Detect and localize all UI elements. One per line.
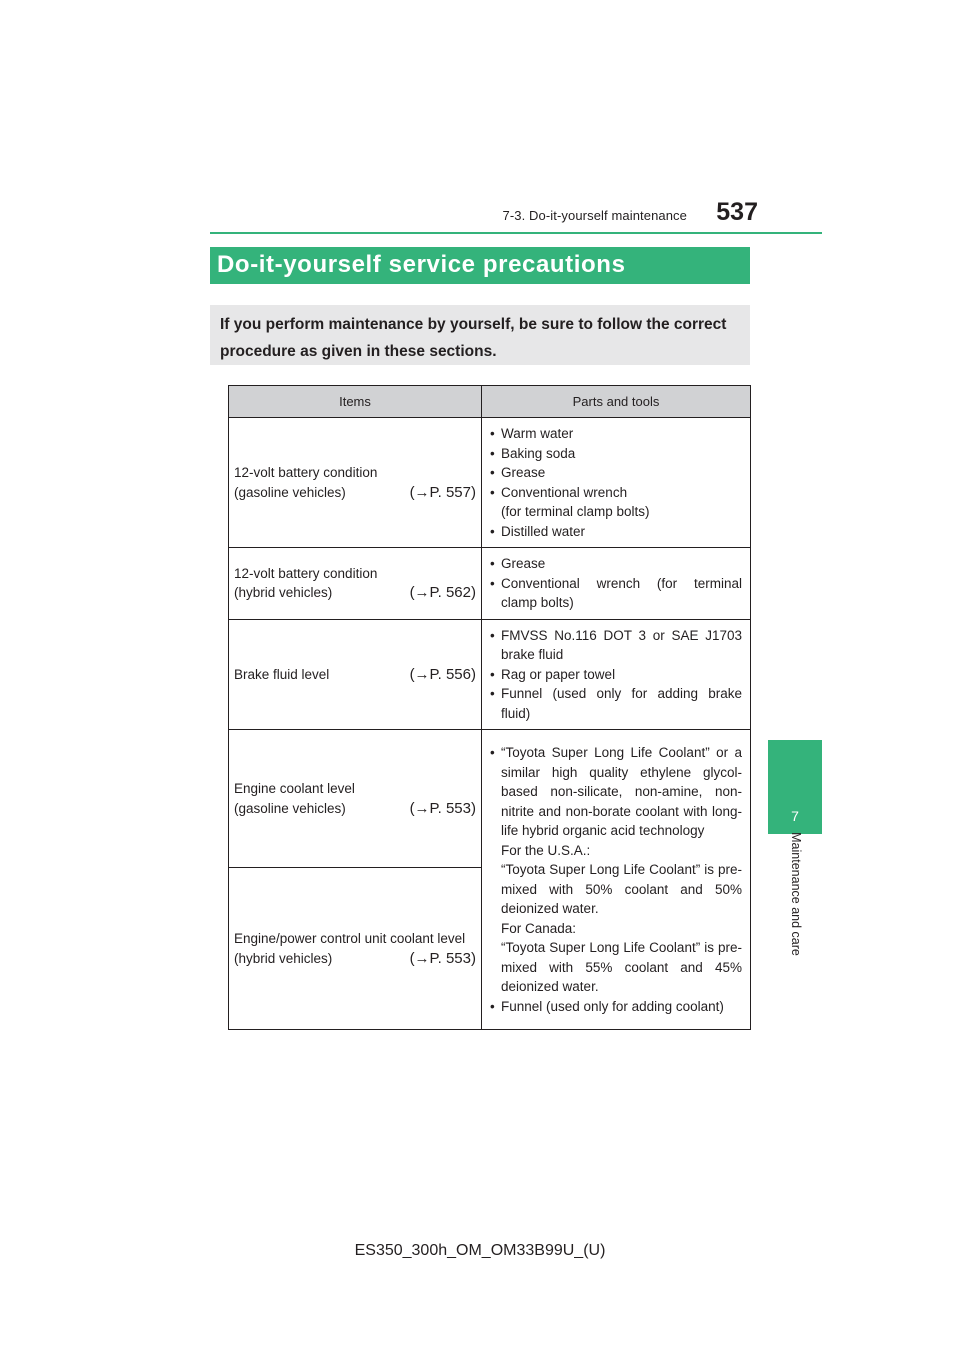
item-line: (hybrid vehicles) xyxy=(234,950,333,966)
item-cell xyxy=(229,418,482,548)
list-item: • Warm water xyxy=(490,424,742,444)
chapter-number: 7 xyxy=(791,808,799,824)
item-line: Brake fluid level xyxy=(234,666,330,682)
parts-cell xyxy=(482,418,751,548)
item-line: (gasoline vehicles) xyxy=(234,484,346,500)
chapter-tab xyxy=(768,740,822,834)
item-ref-line xyxy=(234,665,476,685)
table-row xyxy=(229,548,751,620)
region-label-canada: For Canada: xyxy=(501,920,577,936)
list-item xyxy=(490,483,742,522)
section-title: Do-it-yourself service precautions xyxy=(217,251,626,278)
page-reference-link[interactable]: (→P. 556) xyxy=(409,665,476,683)
list-item-subtext: (for terminal clamp bolts) xyxy=(501,504,650,519)
service-table xyxy=(228,385,751,1030)
parts-list xyxy=(490,424,742,541)
coolant-description: • “Toyota Super Long Life Coolant” or a similar high quality ethylene glycol-based non-silicate, non-amine, non-nitrite and non-borate coolant with long-life hybrid organic acid technology xyxy=(501,745,742,838)
page-reference-link[interactable]: (→P. 557) xyxy=(409,483,476,501)
list-item-text: Conventional wrench xyxy=(501,484,628,500)
item-ref-line xyxy=(234,949,476,969)
table-row xyxy=(229,619,751,730)
item-line: (gasoline vehicles) xyxy=(234,800,346,816)
coolant-mix-usa: “Toyota Super Long Life Coolant” is pre-mixed with 50% coolant and 50% deionized water. xyxy=(501,862,742,916)
item-ref-line xyxy=(234,799,476,819)
list-item: • Rag or paper towel xyxy=(490,665,742,685)
item-line: 12-volt battery condition xyxy=(234,465,378,480)
list-item xyxy=(490,743,742,997)
item-line: (hybrid vehicles) xyxy=(234,585,333,601)
coolant-mix-canada: “Toyota Super Long Life Coolant” is pre-mixed with 55% coolant and 45% deionized water. xyxy=(501,940,742,994)
item-ref-line xyxy=(234,583,476,603)
parts-cell xyxy=(482,548,751,620)
list-item: • Funnel (used only for adding coolant) xyxy=(490,997,742,1017)
section-title-bar xyxy=(210,247,750,284)
page-reference-link[interactable]: (→P. 562) xyxy=(409,584,476,602)
list-item: • Conventional wrench (for terminal clamp bolts) xyxy=(490,574,742,613)
header-parts-and-tools: Parts and tools xyxy=(482,386,751,418)
parts-list xyxy=(490,554,742,613)
header-items: Items xyxy=(229,386,482,418)
item-line: Engine/power control unit coolant level xyxy=(234,931,466,946)
page-reference-link[interactable]: (→P. 553) xyxy=(409,949,476,967)
parts-list xyxy=(490,743,742,1016)
item-cell xyxy=(229,619,482,730)
table-header-row xyxy=(229,386,751,418)
table-row xyxy=(229,730,751,868)
table-row xyxy=(229,418,751,548)
chapter-tab-label xyxy=(786,834,806,954)
list-item: • Baking soda xyxy=(490,444,742,464)
page-number: 537 xyxy=(716,198,758,226)
running-header-section: 7-3. Do-it-yourself maintenance xyxy=(502,208,687,223)
list-item: • Funnel (used only for adding brake fluid) xyxy=(490,684,742,723)
intro-text: If you perform maintenance by yourself, be sure to follow the correct procedure as given in these sections. xyxy=(220,316,727,360)
region-label-usa: For the U.S.A.: xyxy=(501,842,591,858)
item-ref-line xyxy=(234,483,476,503)
document-code-footer: ES350_300h_OM_OM33B99U_(U) xyxy=(354,1242,606,1259)
parts-cell xyxy=(482,730,751,1030)
list-item: • Grease xyxy=(490,554,742,574)
parts-cell xyxy=(482,619,751,730)
page-reference-link[interactable]: (→P. 553) xyxy=(409,799,476,817)
item-cell xyxy=(229,548,482,620)
list-item: • Distilled water xyxy=(490,522,742,542)
item-line: Engine coolant level xyxy=(234,781,355,796)
item-cell xyxy=(229,868,482,1030)
list-item: • Grease xyxy=(490,463,742,483)
parts-list xyxy=(490,626,742,724)
item-line: 12-volt battery condition xyxy=(234,565,378,581)
chapter-label-text: Maintenance and care xyxy=(789,832,803,956)
list-item: • FMVSS No.116 DOT 3 or SAE J1703 brake fluid xyxy=(490,626,742,665)
header-divider xyxy=(210,232,822,234)
item-cell xyxy=(229,730,482,868)
intro-box xyxy=(210,305,750,365)
